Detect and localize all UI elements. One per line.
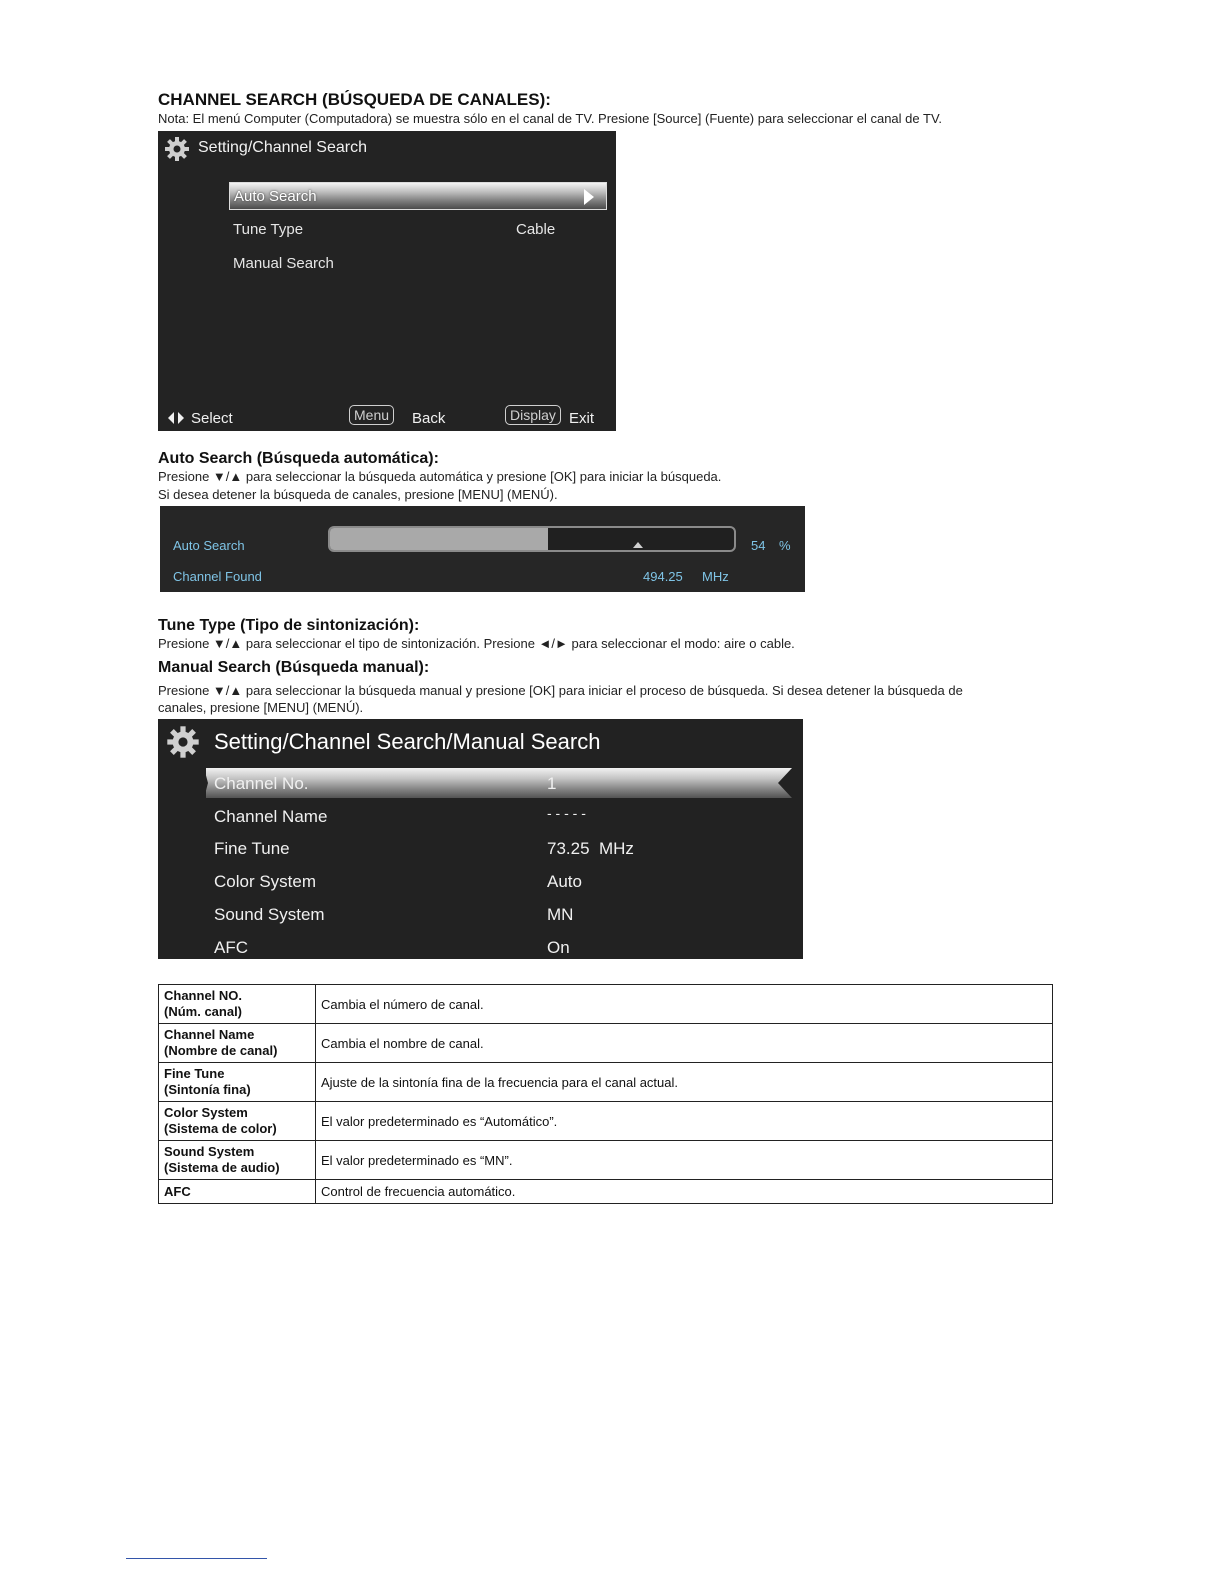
channel-search-screen (158, 131, 616, 431)
row-channel-name-label[interactable]: Channel Name (214, 807, 328, 826)
screen-title: Setting/Channel Search/Manual Search (214, 729, 601, 754)
table-row (159, 1063, 1053, 1102)
select-hint: Select (191, 410, 233, 427)
display-key-button[interactable]: Display (505, 405, 561, 425)
table-desc-cell: Ajuste de la sintonía fina de la frecuencia para el canal actual. (316, 1063, 1053, 1102)
row-afc-value[interactable]: On (547, 938, 570, 957)
row-afc-label[interactable]: AFC (214, 938, 248, 957)
table-key-cell (159, 1180, 316, 1204)
exit-hint: Exit (569, 410, 595, 427)
row-channel-name-value[interactable]: - - - - - (547, 805, 586, 821)
progress-percent: 54 (751, 538, 766, 553)
table-row (159, 985, 1053, 1024)
menu-item-auto-search[interactable] (229, 182, 607, 210)
page-heading: CHANNEL SEARCH (BÚSQUEDA DE CANALES): (158, 90, 551, 109)
key-translation: (Nombre de canal) (164, 1043, 278, 1058)
menu-item-tune-type[interactable]: Tune Type (233, 221, 304, 238)
key-name: Channel NO. (164, 988, 243, 1003)
auto-search-line-1: Presione ▼/▲ para seleccionar la búsqueda automática y presione [OK] para iniciar la búsqueda. (158, 469, 722, 484)
table-desc-cell: Cambia el número de canal. (316, 985, 1053, 1024)
frequency-value: 494.25 (643, 569, 683, 584)
manual-search-screen (158, 719, 803, 959)
arrow-right-icon (584, 189, 594, 205)
row-sound-system-value[interactable]: MN (547, 905, 574, 924)
percent-sign: % (779, 538, 791, 553)
screen-title: Setting/Channel Search (198, 139, 367, 156)
row-color-system-value[interactable]: Auto (547, 872, 582, 891)
note-text: Nota: El menú Computer (Computadora) se muestra sólo en el canal de TV. Presione [Source] (Fuente) para seleccionar el canal de TV. (158, 111, 943, 126)
table-desc-cell: Control de frecuencia automático. (316, 1180, 1053, 1204)
row-color-system-label[interactable]: Color System (214, 872, 317, 891)
table-row (159, 1024, 1053, 1063)
auto-search-heading: Auto Search (Búsqueda automática): (158, 450, 439, 467)
row-fine-tune-label[interactable]: Fine Tune (214, 839, 290, 858)
manual-search-line-2: canales, presione [MENU] (MENÚ). (158, 700, 364, 715)
row-fine-tune-value[interactable]: 73.25 MHz (547, 839, 634, 858)
progress-fill (330, 528, 548, 550)
table-key-cell (159, 1102, 316, 1141)
menu-item-manual-search[interactable]: Manual Search (233, 255, 334, 272)
auto-search-progress-screen (160, 506, 805, 592)
back-hint: Back (412, 410, 446, 427)
auto-search-label: Auto Search (173, 538, 245, 553)
row-channel-no-value[interactable]: 1 (547, 774, 557, 793)
frequency-unit: MHz (702, 569, 729, 584)
key-translation: (Sistema de audio) (164, 1160, 280, 1175)
key-translation: (Sistema de color) (164, 1121, 277, 1136)
key-name: Fine Tune (164, 1066, 225, 1081)
table-desc-cell: El valor predeterminado es “Automático”. (316, 1102, 1053, 1141)
key-name: Color System (164, 1105, 248, 1120)
table-desc-cell: Cambia el nombre de canal. (316, 1024, 1053, 1063)
key-name: Sound System (164, 1144, 255, 1159)
table-row (159, 1180, 1053, 1204)
tune-type-text: Presione ▼/▲ para seleccionar el tipo de sintonización. Presione ◄/► para seleccionar el modo: aire o cable. (158, 636, 795, 651)
table-key-cell (159, 1141, 316, 1180)
settings-table (158, 984, 1053, 1204)
table-row (159, 1141, 1053, 1180)
progress-bar (328, 526, 736, 552)
tune-type-heading: Tune Type (Tipo de sintonización): (158, 617, 420, 634)
gear-icon (166, 725, 200, 759)
key-name: AFC (164, 1183, 191, 1199)
row-channel-no-label[interactable]: Channel No. (214, 774, 309, 793)
key-translation: (Sintonía fina) (164, 1082, 251, 1097)
footnote-divider (126, 1558, 267, 1559)
manual-search-line-1: Presione ▼/▲ para seleccionar la búsqueda manual y presione [OK] para iniciar el proceso de búsqueda. Si desea detener la búsqueda de (158, 683, 963, 698)
left-right-arrows-icon (168, 412, 184, 424)
auto-search-line-2: Si desea detener la búsqueda de canales, presione [MENU] (MENÚ). (158, 487, 558, 502)
table-key-cell (159, 1024, 316, 1063)
table-row (159, 1102, 1053, 1141)
menu-key-button[interactable]: Menu (349, 405, 394, 425)
menu-item-label: Auto Search (234, 188, 317, 205)
row-sound-system-label[interactable]: Sound System (214, 905, 325, 924)
key-translation: (Núm. canal) (164, 1004, 243, 1019)
tune-type-value[interactable]: Cable (516, 221, 556, 238)
table-key-cell (159, 985, 316, 1024)
gear-icon (164, 136, 190, 162)
table-desc-cell: El valor predeterminado es “MN”. (316, 1141, 1053, 1180)
channel-found-label: Channel Found (173, 569, 262, 584)
key-name: Channel Name (164, 1027, 255, 1042)
progress-marker-icon (633, 542, 643, 548)
manual-search-heading: Manual Search (Búsqueda manual): (158, 659, 430, 676)
table-key-cell (159, 1063, 316, 1102)
